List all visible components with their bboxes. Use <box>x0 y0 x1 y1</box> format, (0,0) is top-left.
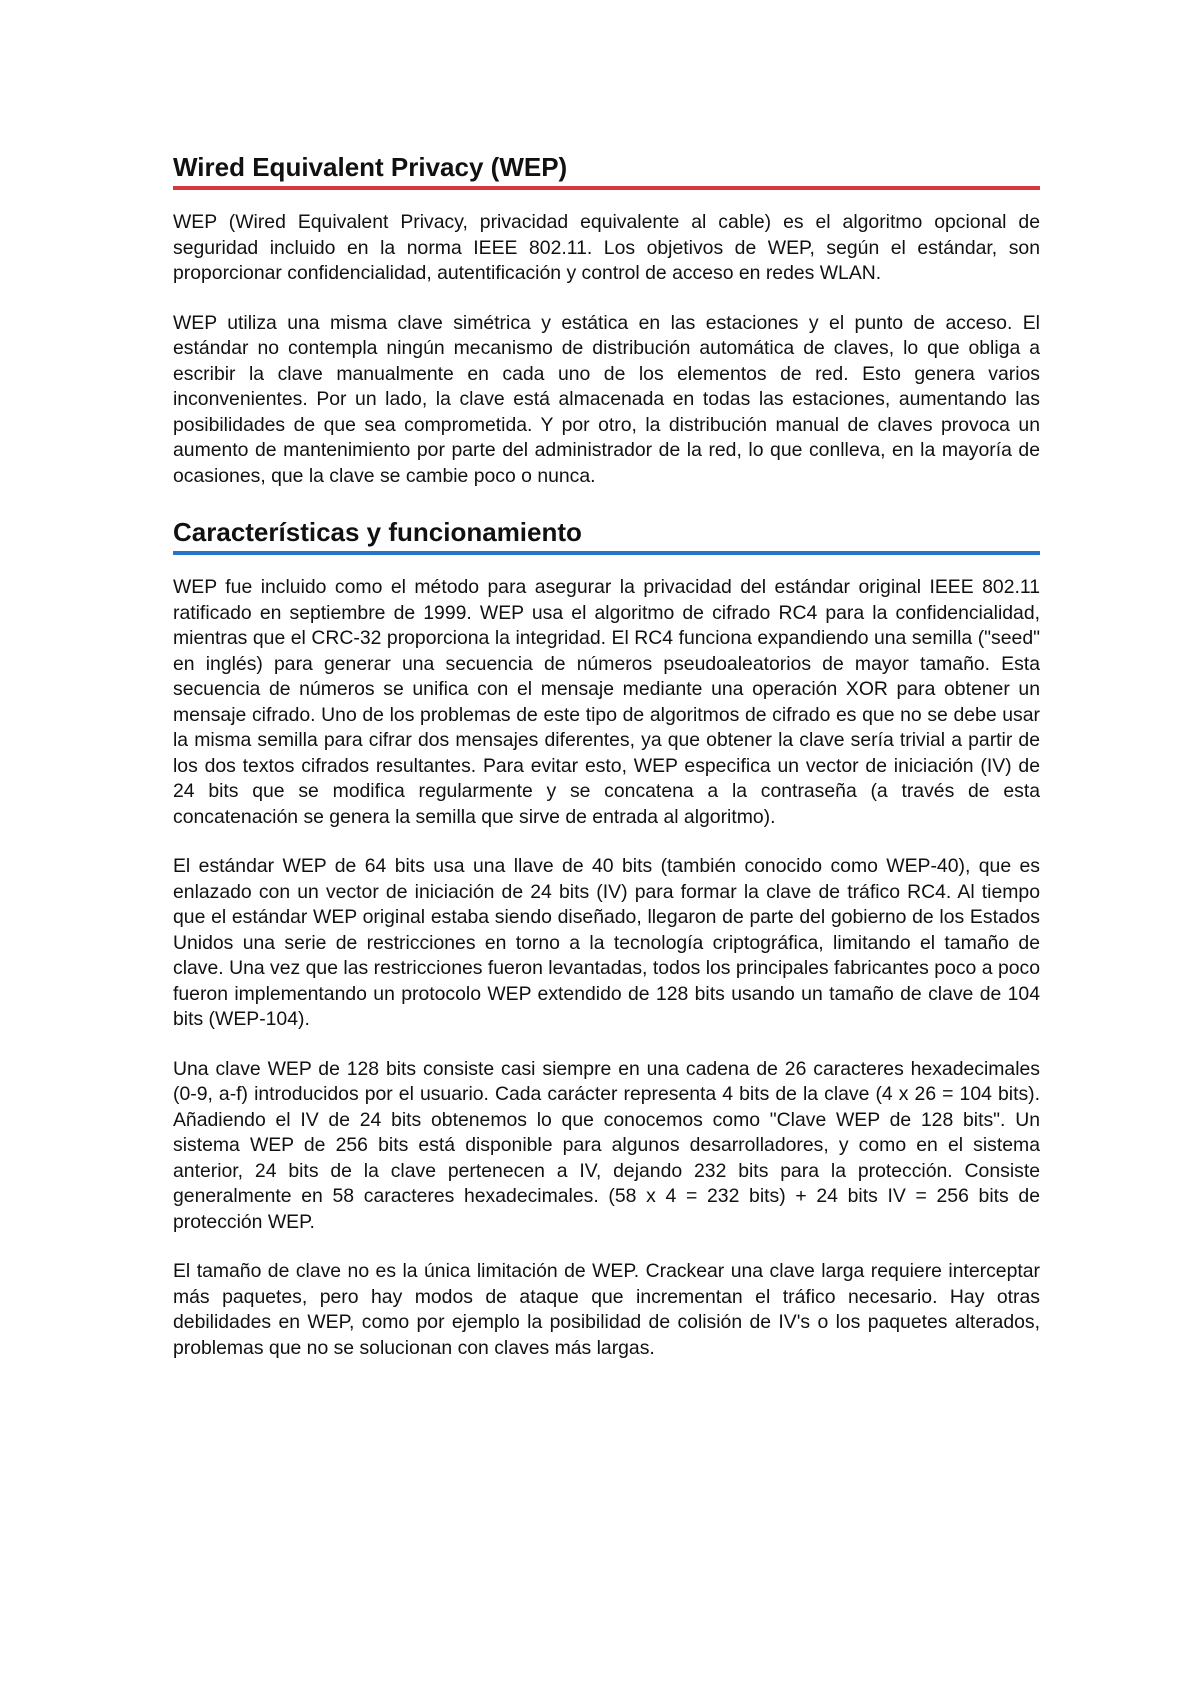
paragraph: El tamaño de clave no es la única limitación de WEP. Crackear una clave larga requiere interceptar más paquetes, pero hay modos de ataque que incrementan el tráfico necesario. Hay otras debilidades en WEP, como por ejemplo la posibilidad de colisión de IV's o los paquetes alterados, problemas que no se solucionan con claves más largas. <box>173 1260 1040 1359</box>
paragraph: WEP fue incluido como el método para asegurar la privacidad del estándar original IEEE 802.11 ratificado en septiembre de 1999. WEP usa el algoritmo de cifrado RC4 para la confidencialidad, mientras que el CRC-32 proporciona la integridad. El RC4 funciona expandiendo una semilla ("seed" en inglés) para generar una secuencia de números pseudoaleatorios de mayor tamaño. Esta secuencia de números se unifica con el mensaje mediante una operación XOR para obtener un mensaje cifrado. Uno de los problemas de este tipo de algoritmos de cifrado es que no se debe usar la misma semilla para cifrar dos mensajes diferentes, ya que obtener la clave sería trivial a partir de los dos textos cifrados resultantes. Para evitar esto, WEP especifica un vector de iniciación (IV) de 24 bits que se modifica regularmente y se concatena a la contraseña (a través de esta concatenación se genera la semilla que sirve de entrada al algoritmo). <box>173 576 1040 828</box>
section-heading: Características y funcionamiento <box>173 515 1040 555</box>
document-page <box>173 150 1040 1361</box>
paragraph: Una clave WEP de 128 bits consiste casi siempre en una cadena de 26 caracteres hexadecimales (0-9, a-f) introducidos por el usuario. Cada carácter representa 4 bits de la clave (4 x 26 = 104 bits). Añadiendo el IV de 24 bits obtenemos lo que conocemos como "Clave WEP de 128 bits". Un sistema WEP de 256 bits está disponible para algunos desarrolladores, y como en el sistema anterior, 24 bits de la clave pertenecen a IV, dejando 232 bits para la protección. Consiste generalmente en 58 caracteres hexadecimales. (58 x 4 = 232 bits) + 24 bits IV = 256 bits de protección WEP. <box>173 1057 1040 1233</box>
paragraph: WEP (Wired Equivalent Privacy, privacidad equivalente al cable) es el algoritmo opcional de seguridad incluido en la norma IEEE 802.11. Los objetivos de WEP, según el estándar, son proporcionar confidencialidad, autentificación y control de acceso en redes WLAN. <box>173 211 1040 284</box>
paragraph: WEP utiliza una misma clave simétrica y estática en las estaciones y el punto de acceso. El estándar no contempla ningún mecanismo de distribución automática de claves, lo que obliga a escribir la clave manualmente en cada uno de los elementos de red. Esto genera varios inconvenientes. Por un lado, la clave está almacenada en todas las estaciones, aumentando las posibilidades de que sea comprometida. Y por otro, la distribución manual de claves provoca un aumento de mantenimiento por parte del administrador de la red, lo que conlleva, en la mayoría de ocasiones, que la clave se cambie poco o nunca. <box>173 311 1040 487</box>
paragraph: El estándar WEP de 64 bits usa una llave de 40 bits (también conocido como WEP-40), que es enlazado con un vector de iniciación de 24 bits (IV) para formar la clave de tráfico RC4. Al tiempo que el estándar WEP original estaba siendo diseñado, llegaron de parte del gobierno de los Estados Unidos una serie de restricciones en torno a la tecnología criptográfica, limitando el tamaño de clave. Una vez que las restricciones fueron levantadas, todos los principales fabricantes poco a poco fueron implementando un protocolo WEP extendido de 128 bits usando un tamaño de clave de 104 bits (WEP-104). <box>173 855 1040 1030</box>
section-wep <box>173 150 1040 489</box>
section-caracteristicas <box>173 515 1040 1361</box>
section-heading: Wired Equivalent Privacy (WEP) <box>173 150 1040 190</box>
